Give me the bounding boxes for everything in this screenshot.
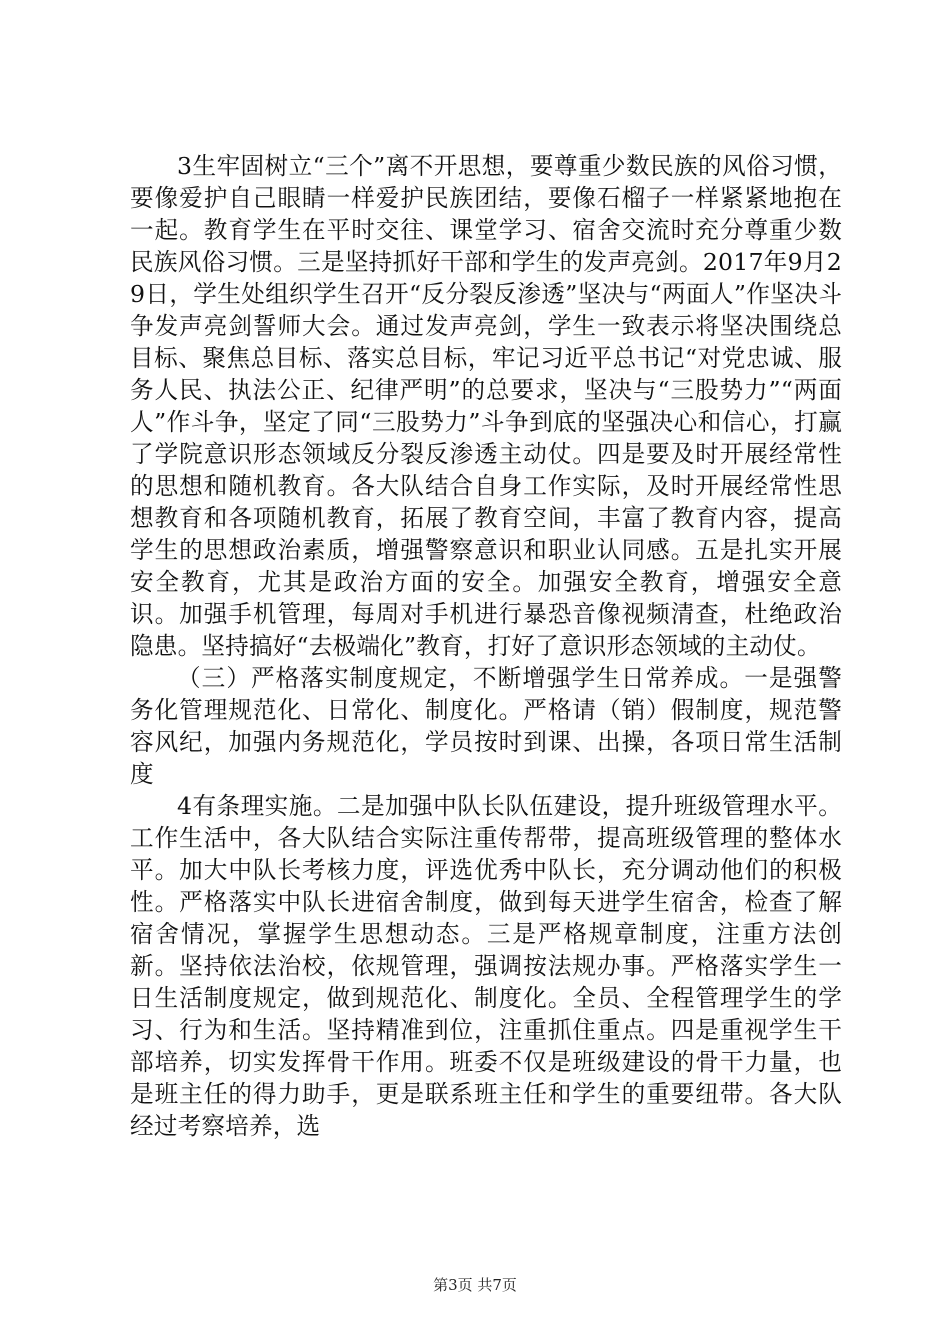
paragraph-3: 4有条理实施。二是加强中队长队伍建设，提升班级管理水平。工作生活中，各大队结合实际注重传帮带，提高班级管理的整体水平。加大中队长考核力度，评选优秀中队长，充分调动他们的积极性。严格落实中队长进宿舍制度，做到每天进学生宿舍，检查了解宿舍情况，掌握学生思想动态。三是严格规章制度，注重方法创新。坚持依法治校，依规管理，强调按法规办事。严格落实学生一日生活制度规定，做到规范化、制度化。全员、全程管理学生的学习、行为和生活。坚持精准到位，注重抓住重点。四是重视学生干部培养，切实发挥骨干作用。班委不仅是班级建设的骨干力量，也是班主任的得力助手，更是联系班主任和学生的重要纽带。各大队经过考察培养，选 — [130, 792, 842, 1140]
page-number-footer: 第3页 共7页 — [433, 1276, 517, 1294]
paragraph-2: （三）严格落实制度规定，不断增强学生日常养成。一是强警务化管理规范化、日常化、制度化。严格请（销）假制度，规范警容风纪，加强内务规范化，学员按时到课、出操，各项日常生活制度 — [130, 664, 842, 788]
paragraph-1: 3生牢固树立“三个”离不开思想，要尊重少数民族的风俗习惯，要像爱护自己眼睛一样爱护民族团结，要像石榴子一样紧紧地抱在一起。教育学生在平时交往、课堂学习、宿舍交流时充分尊重少数民族风俗习惯。三是坚持抓好干部和学生的发声亮剑。2017年9月29日，学生处组织学生召开“反分裂反渗透”坚决与“两面人”作坚决斗争发声亮剑誓师大会。通过发声亮剑，学生一致表示将坚决围绕总目标、聚焦总目标、落实总目标，牢记习近平总书记“对党忠诚、服务人民、执法公正、纪律严明”的总要求，坚决与“三股势力”“两面人”作斗争，坚定了同“三股势力”斗争到底的坚强决心和信心，打赢了学院意识形态领域反分裂反渗透主动仗。四是要及时开展经常性的思想和随机教育。各大队结合自身工作实际，及时开展经常性思想教育和各项随机教育，拓展了教育空间，丰富了教育内容，提高学生的思想政治素质，增强警察意识和职业认同感。五是扎实开展安全教育，尤其是政治方面的安全。加强安全教育，增强安全意识。加强手机管理，每周对手机进行暴恐音像视频清查，杜绝政治隐患。坚持搞好“去极端化”教育，打好了意识形态领域的主动仗。 — [130, 152, 842, 660]
document-body — [130, 150, 842, 1142]
